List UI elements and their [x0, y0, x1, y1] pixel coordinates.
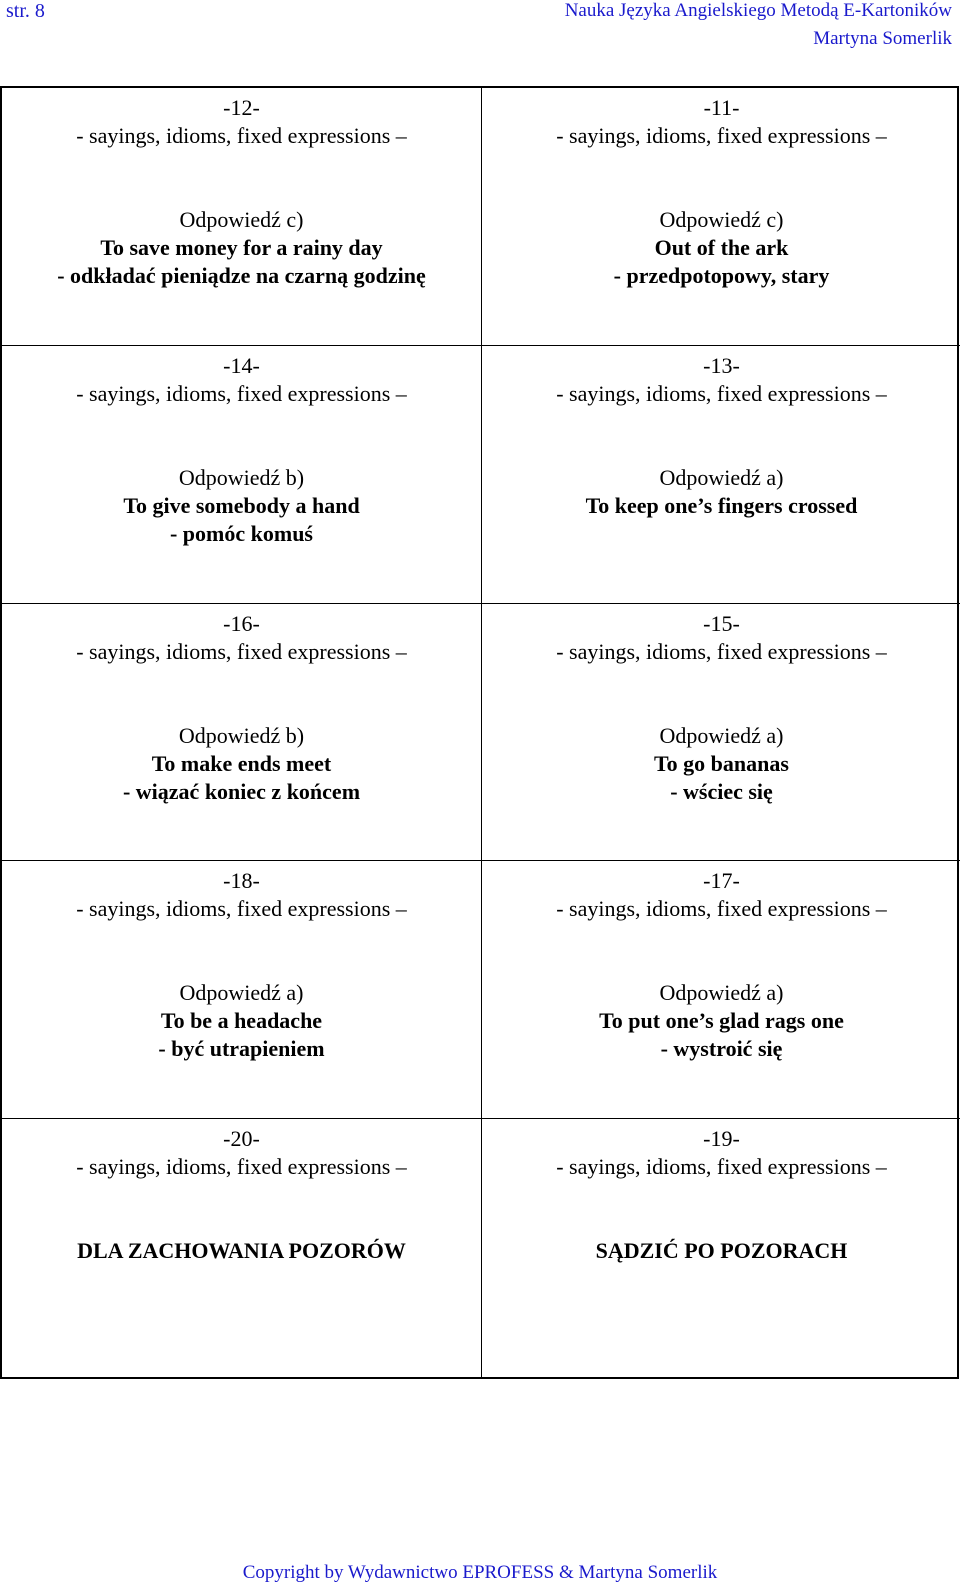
card-category: - sayings, idioms, fixed expressions –: [76, 896, 407, 922]
answer-translation: - przedpotopowy, stary: [613, 263, 830, 288]
card-category: - sayings, idioms, fixed expressions –: [556, 380, 887, 406]
card-number: -15-: [703, 610, 740, 636]
card-category: - sayings, idioms, fixed expressions –: [76, 1154, 407, 1180]
card-number: -12-: [223, 95, 260, 120]
card-12: [2, 88, 482, 346]
flashcard-grid: [0, 86, 959, 1379]
card-category: - sayings, idioms, fixed expressions –: [76, 638, 407, 664]
card-category: - sayings, idioms, fixed expressions –: [76, 380, 407, 406]
document-title: Nauka Języka Angielskiego Metodą E-Kartoników: [564, 0, 952, 21]
card-question: SĄDZIĆ PO POZORACH: [595, 1238, 848, 1264]
answer-phrase: Out of the ark: [654, 235, 789, 260]
answer-translation: - pomóc komuś: [169, 520, 313, 546]
answer-phrase: To be a headache: [160, 1008, 323, 1034]
answer-translation: - wściec się: [670, 778, 773, 804]
answer-label: Odpowiedź a): [659, 980, 784, 1006]
answer-phrase: To go bananas: [654, 750, 789, 776]
card-14: [2, 346, 482, 604]
answer-translation: - odkładać pieniądze na czarną godzinę: [57, 263, 426, 288]
card-number: -17-: [703, 868, 740, 894]
answer-phrase: To put one’s glad rags one: [599, 1008, 844, 1034]
card-category: - sayings, idioms, fixed expressions –: [556, 123, 887, 148]
card-number: -14-: [223, 352, 260, 378]
answer-label: Odpowiedź a): [659, 722, 784, 748]
card-17: [482, 861, 960, 1119]
card-16: [2, 604, 482, 862]
card-number: -18-: [223, 868, 260, 894]
card-category: - sayings, idioms, fixed expressions –: [556, 638, 887, 664]
answer-phrase: To give somebody a hand: [123, 492, 360, 518]
answer-label: Odpowiedź b): [178, 722, 305, 748]
card-number: -13-: [703, 352, 740, 378]
card-question: DLA ZACHOWANIA POZORÓW: [77, 1238, 406, 1264]
answer-label: Odpowiedź c): [179, 207, 304, 232]
answer-phrase: To make ends meet: [151, 750, 332, 776]
answer-translation: - wystroić się: [660, 1036, 783, 1062]
answer-phrase: To keep one’s fingers crossed: [585, 492, 858, 518]
card-15: [482, 604, 960, 862]
card-19: [482, 1119, 960, 1377]
answer-label: Odpowiedź a): [179, 980, 304, 1006]
card-13: [482, 346, 960, 604]
answer-label: Odpowiedź c): [659, 207, 784, 232]
answer-translation: - wiązać koniec z końcem: [122, 778, 361, 804]
card-18: [2, 861, 482, 1119]
card-number: -16-: [223, 610, 260, 636]
card-category: - sayings, idioms, fixed expressions –: [556, 896, 887, 922]
document-author: Martyna Somerlik: [813, 28, 952, 49]
card-20: [2, 1119, 482, 1377]
card-11: [482, 88, 960, 346]
card-number: -11-: [703, 95, 740, 120]
copyright-footer: Copyright by Wydawnictwo EPROFESS & Martyna Somerlik: [242, 1562, 718, 1583]
page-number: str. 8: [6, 0, 45, 22]
answer-label: Odpowiedź a): [659, 464, 784, 490]
card-number: -20-: [223, 1126, 260, 1152]
card-category: - sayings, idioms, fixed expressions –: [76, 123, 407, 148]
card-category: - sayings, idioms, fixed expressions –: [556, 1154, 887, 1180]
answer-translation: - być utrapieniem: [158, 1036, 325, 1062]
answer-label: Odpowiedź b): [178, 464, 305, 490]
answer-phrase: To save money for a rainy day: [100, 235, 383, 260]
card-number: -19-: [703, 1126, 740, 1152]
